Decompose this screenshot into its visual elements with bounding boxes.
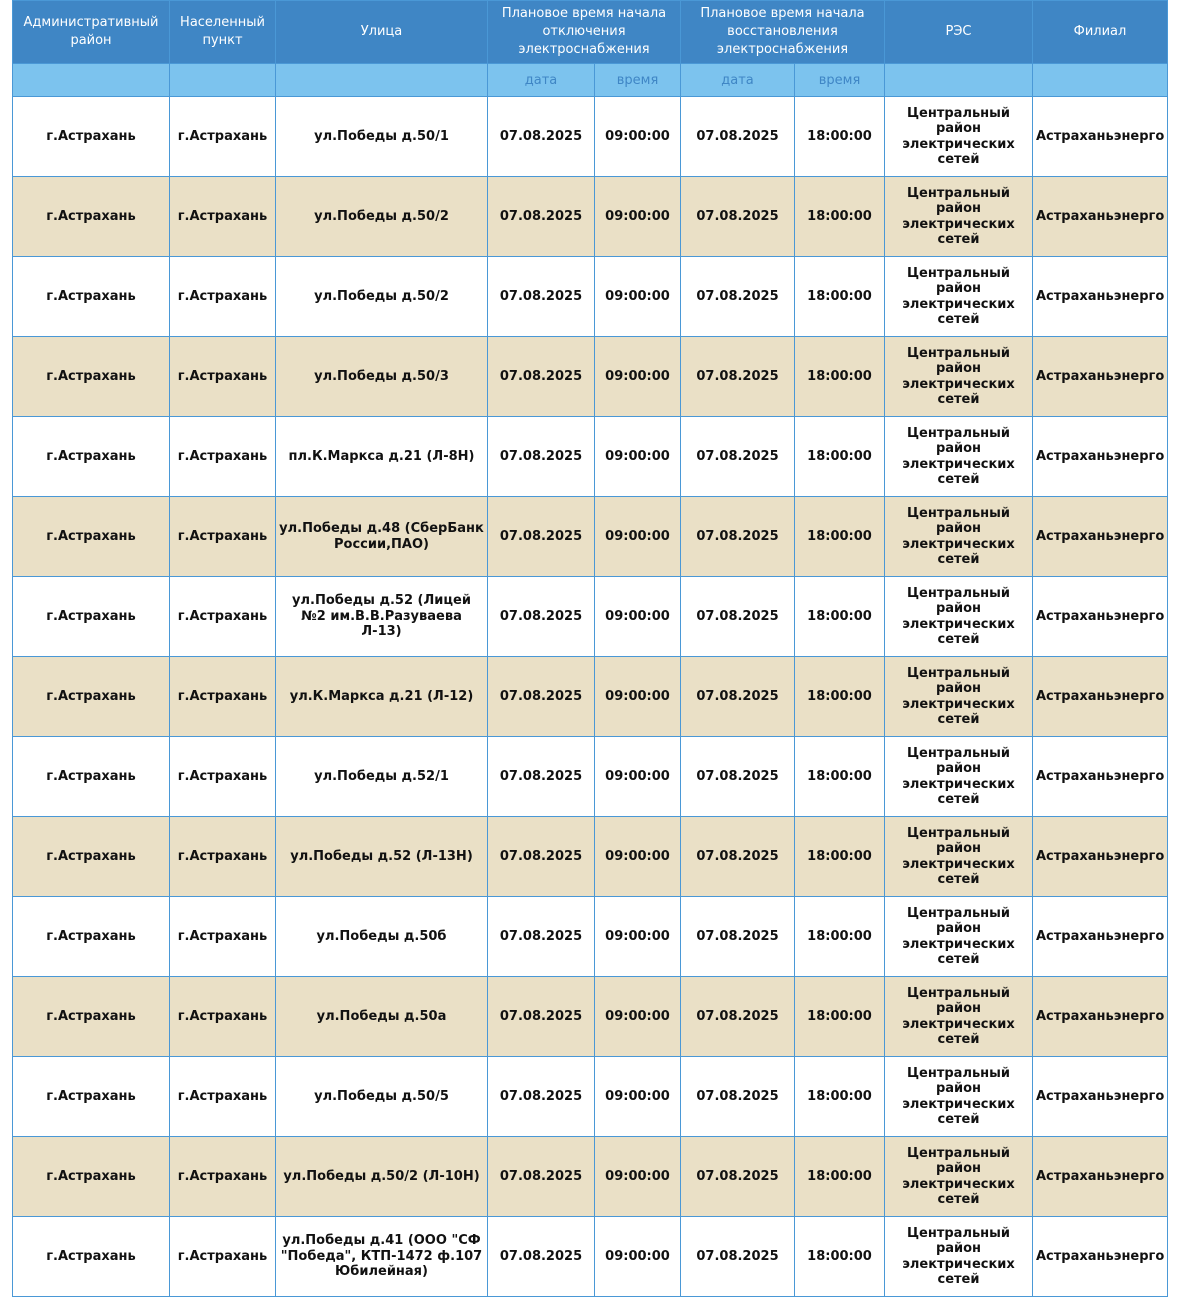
col-header-branch: Филиал xyxy=(1033,1,1168,64)
cell-on-date: 07.08.2025 xyxy=(681,657,795,737)
cell-off-time: 09:00:00 xyxy=(595,497,681,577)
cell-on-time: 18:00:00 xyxy=(795,257,885,337)
cell-on-time: 18:00:00 xyxy=(795,97,885,177)
cell-district: г.Астрахань xyxy=(13,177,170,257)
cell-district: г.Астрахань xyxy=(13,1217,170,1297)
cell-on-date: 07.08.2025 xyxy=(681,577,795,657)
cell-street: пл.К.Маркса д.21 (Л-8Н) xyxy=(276,417,488,497)
cell-off-date: 07.08.2025 xyxy=(488,897,595,977)
cell-res: Центральный район электрических сетей xyxy=(885,257,1033,337)
cell-locality: г.Астрахань xyxy=(170,577,276,657)
cell-district: г.Астрахань xyxy=(13,257,170,337)
col-header-district: Административный район xyxy=(13,1,170,64)
cell-off-date: 07.08.2025 xyxy=(488,817,595,897)
cell-on-date: 07.08.2025 xyxy=(681,257,795,337)
cell-street: ул.Победы д.50/2 xyxy=(276,177,488,257)
cell-off-date: 07.08.2025 xyxy=(488,1217,595,1297)
cell-locality: г.Астрахань xyxy=(170,257,276,337)
table-row xyxy=(13,417,1168,497)
cell-locality: г.Астрахань xyxy=(170,977,276,1057)
cell-on-time: 18:00:00 xyxy=(795,497,885,577)
cell-res: Центральный район электрических сетей xyxy=(885,337,1033,417)
cell-on-time: 18:00:00 xyxy=(795,897,885,977)
cell-street: ул.Победы д.50б xyxy=(276,897,488,977)
subheader-on-date: дата xyxy=(681,64,795,97)
cell-on-date: 07.08.2025 xyxy=(681,737,795,817)
cell-locality: г.Астрахань xyxy=(170,1217,276,1297)
cell-on-time: 18:00:00 xyxy=(795,657,885,737)
cell-res: Центральный район электрических сетей xyxy=(885,817,1033,897)
cell-off-time: 09:00:00 xyxy=(595,737,681,817)
subheader-empty xyxy=(1033,64,1168,97)
col-header-street: Улица xyxy=(276,1,488,64)
cell-res: Центральный район электрических сетей xyxy=(885,577,1033,657)
cell-branch: Астраханьэнерго xyxy=(1033,1137,1168,1217)
cell-off-time: 09:00:00 xyxy=(595,577,681,657)
cell-off-time: 09:00:00 xyxy=(595,657,681,737)
cell-district: г.Астрахань xyxy=(13,817,170,897)
cell-res: Центральный район электрических сетей xyxy=(885,737,1033,817)
outage-table xyxy=(12,0,1168,1297)
cell-on-date: 07.08.2025 xyxy=(681,977,795,1057)
cell-off-time: 09:00:00 xyxy=(595,257,681,337)
cell-off-time: 09:00:00 xyxy=(595,177,681,257)
cell-branch: Астраханьэнерго xyxy=(1033,177,1168,257)
cell-street: ул.Победы д.50/2 xyxy=(276,257,488,337)
cell-on-time: 18:00:00 xyxy=(795,337,885,417)
cell-on-time: 18:00:00 xyxy=(795,1057,885,1137)
cell-on-date: 07.08.2025 xyxy=(681,1137,795,1217)
cell-off-time: 09:00:00 xyxy=(595,97,681,177)
cell-branch: Астраханьэнерго xyxy=(1033,417,1168,497)
cell-street: ул.Победы д.52/1 xyxy=(276,737,488,817)
cell-off-time: 09:00:00 xyxy=(595,417,681,497)
subheader-empty xyxy=(885,64,1033,97)
cell-res: Центральный район электрических сетей xyxy=(885,497,1033,577)
cell-street: ул.Победы д.41 (ООО "СФ "Победа", КТП-1472 ф.107 Юбилейная) xyxy=(276,1217,488,1297)
col-header-on-time: Плановое время начала восстановления электроснабжения xyxy=(681,1,885,64)
cell-off-date: 07.08.2025 xyxy=(488,257,595,337)
cell-res: Центральный район электрических сетей xyxy=(885,177,1033,257)
col-header-off-time: Плановое время начала отключения электроснабжения xyxy=(488,1,681,64)
cell-street: ул.Победы д.52 (Лицей №2 им.В.В.Разуваева Л-13) xyxy=(276,577,488,657)
cell-locality: г.Астрахань xyxy=(170,817,276,897)
subheader-off-date: дата xyxy=(488,64,595,97)
cell-district: г.Астрахань xyxy=(13,897,170,977)
cell-on-date: 07.08.2025 xyxy=(681,97,795,177)
table-row xyxy=(13,1137,1168,1217)
cell-on-date: 07.08.2025 xyxy=(681,417,795,497)
cell-district: г.Астрахань xyxy=(13,1057,170,1137)
subheader-empty xyxy=(170,64,276,97)
cell-locality: г.Астрахань xyxy=(170,657,276,737)
cell-on-time: 18:00:00 xyxy=(795,737,885,817)
cell-locality: г.Астрахань xyxy=(170,497,276,577)
table-row xyxy=(13,177,1168,257)
cell-on-time: 18:00:00 xyxy=(795,1217,885,1297)
cell-district: г.Астрахань xyxy=(13,977,170,1057)
table-row xyxy=(13,737,1168,817)
cell-locality: г.Астрахань xyxy=(170,897,276,977)
subheader-off-time: время xyxy=(595,64,681,97)
cell-branch: Астраханьэнерго xyxy=(1033,1217,1168,1297)
table-row xyxy=(13,577,1168,657)
cell-on-date: 07.08.2025 xyxy=(681,177,795,257)
col-header-locality: Населенный пункт xyxy=(170,1,276,64)
cell-district: г.Астрахань xyxy=(13,97,170,177)
cell-res: Центральный район электрических сетей xyxy=(885,1137,1033,1217)
cell-off-time: 09:00:00 xyxy=(595,1137,681,1217)
table-row xyxy=(13,1217,1168,1297)
cell-street: ул.Победы д.50/1 xyxy=(276,97,488,177)
cell-off-date: 07.08.2025 xyxy=(488,97,595,177)
cell-on-date: 07.08.2025 xyxy=(681,1057,795,1137)
cell-off-date: 07.08.2025 xyxy=(488,337,595,417)
cell-off-date: 07.08.2025 xyxy=(488,737,595,817)
table-row xyxy=(13,657,1168,737)
cell-off-date: 07.08.2025 xyxy=(488,497,595,577)
cell-off-date: 07.08.2025 xyxy=(488,977,595,1057)
cell-branch: Астраханьэнерго xyxy=(1033,737,1168,817)
cell-street: ул.Победы д.50/5 xyxy=(276,1057,488,1137)
cell-street: ул.Победы д.50/3 xyxy=(276,337,488,417)
cell-on-time: 18:00:00 xyxy=(795,577,885,657)
cell-on-date: 07.08.2025 xyxy=(681,817,795,897)
cell-district: г.Астрахань xyxy=(13,737,170,817)
cell-off-time: 09:00:00 xyxy=(595,337,681,417)
cell-street: ул.Победы д.50а xyxy=(276,977,488,1057)
cell-off-date: 07.08.2025 xyxy=(488,1137,595,1217)
cell-res: Центральный район электрических сетей xyxy=(885,97,1033,177)
cell-off-time: 09:00:00 xyxy=(595,817,681,897)
table-row xyxy=(13,817,1168,897)
cell-off-time: 09:00:00 xyxy=(595,1057,681,1137)
cell-res: Центральный район электрических сетей xyxy=(885,417,1033,497)
cell-on-time: 18:00:00 xyxy=(795,417,885,497)
table-row xyxy=(13,337,1168,417)
col-header-res: РЭС xyxy=(885,1,1033,64)
cell-district: г.Астрахань xyxy=(13,657,170,737)
cell-branch: Астраханьэнерго xyxy=(1033,817,1168,897)
cell-on-time: 18:00:00 xyxy=(795,1137,885,1217)
cell-branch: Астраханьэнерго xyxy=(1033,577,1168,657)
cell-street: ул.Победы д.52 (Л-13Н) xyxy=(276,817,488,897)
cell-locality: г.Астрахань xyxy=(170,1057,276,1137)
cell-off-date: 07.08.2025 xyxy=(488,1057,595,1137)
cell-on-date: 07.08.2025 xyxy=(681,1217,795,1297)
cell-off-date: 07.08.2025 xyxy=(488,177,595,257)
table-row xyxy=(13,97,1168,177)
cell-branch: Астраханьэнерго xyxy=(1033,497,1168,577)
table-row xyxy=(13,497,1168,577)
subheader-empty xyxy=(13,64,170,97)
cell-branch: Астраханьэнерго xyxy=(1033,337,1168,417)
subheader-row xyxy=(13,64,1168,97)
cell-locality: г.Астрахань xyxy=(170,177,276,257)
cell-off-date: 07.08.2025 xyxy=(488,657,595,737)
cell-res: Центральный район электрических сетей xyxy=(885,1217,1033,1297)
cell-res: Центральный район электрических сетей xyxy=(885,1057,1033,1137)
cell-branch: Астраханьэнерго xyxy=(1033,97,1168,177)
cell-res: Центральный район электрических сетей xyxy=(885,897,1033,977)
cell-street: ул.Победы д.50/2 (Л-10Н) xyxy=(276,1137,488,1217)
cell-locality: г.Астрахань xyxy=(170,1137,276,1217)
cell-locality: г.Астрахань xyxy=(170,97,276,177)
cell-street: ул.К.Маркса д.21 (Л-12) xyxy=(276,657,488,737)
cell-branch: Астраханьэнерго xyxy=(1033,1057,1168,1137)
cell-res: Центральный район электрических сетей xyxy=(885,657,1033,737)
cell-district: г.Астрахань xyxy=(13,577,170,657)
cell-locality: г.Астрахань xyxy=(170,417,276,497)
subheader-empty xyxy=(276,64,488,97)
cell-on-date: 07.08.2025 xyxy=(681,497,795,577)
cell-branch: Астраханьэнерго xyxy=(1033,257,1168,337)
cell-district: г.Астрахань xyxy=(13,1137,170,1217)
cell-res: Центральный район электрических сетей xyxy=(885,977,1033,1057)
cell-on-time: 18:00:00 xyxy=(795,977,885,1057)
cell-on-time: 18:00:00 xyxy=(795,817,885,897)
subheader-on-time: время xyxy=(795,64,885,97)
cell-branch: Астраханьэнерго xyxy=(1033,657,1168,737)
cell-branch: Астраханьэнерго xyxy=(1033,977,1168,1057)
table-row xyxy=(13,897,1168,977)
table-row xyxy=(13,1057,1168,1137)
cell-on-time: 18:00:00 xyxy=(795,177,885,257)
cell-off-time: 09:00:00 xyxy=(595,897,681,977)
cell-street: ул.Победы д.48 (СберБанк России,ПАО) xyxy=(276,497,488,577)
cell-off-time: 09:00:00 xyxy=(595,1217,681,1297)
header-row xyxy=(13,1,1168,64)
cell-off-time: 09:00:00 xyxy=(595,977,681,1057)
cell-on-date: 07.08.2025 xyxy=(681,897,795,977)
cell-off-date: 07.08.2025 xyxy=(488,577,595,657)
cell-locality: г.Астрахань xyxy=(170,737,276,817)
table-row xyxy=(13,257,1168,337)
cell-district: г.Астрахань xyxy=(13,417,170,497)
cell-on-date: 07.08.2025 xyxy=(681,337,795,417)
cell-locality: г.Астрахань xyxy=(170,337,276,417)
table-row xyxy=(13,977,1168,1057)
cell-off-date: 07.08.2025 xyxy=(488,417,595,497)
cell-district: г.Астрахань xyxy=(13,337,170,417)
cell-district: г.Астрахань xyxy=(13,497,170,577)
cell-branch: Астраханьэнерго xyxy=(1033,897,1168,977)
